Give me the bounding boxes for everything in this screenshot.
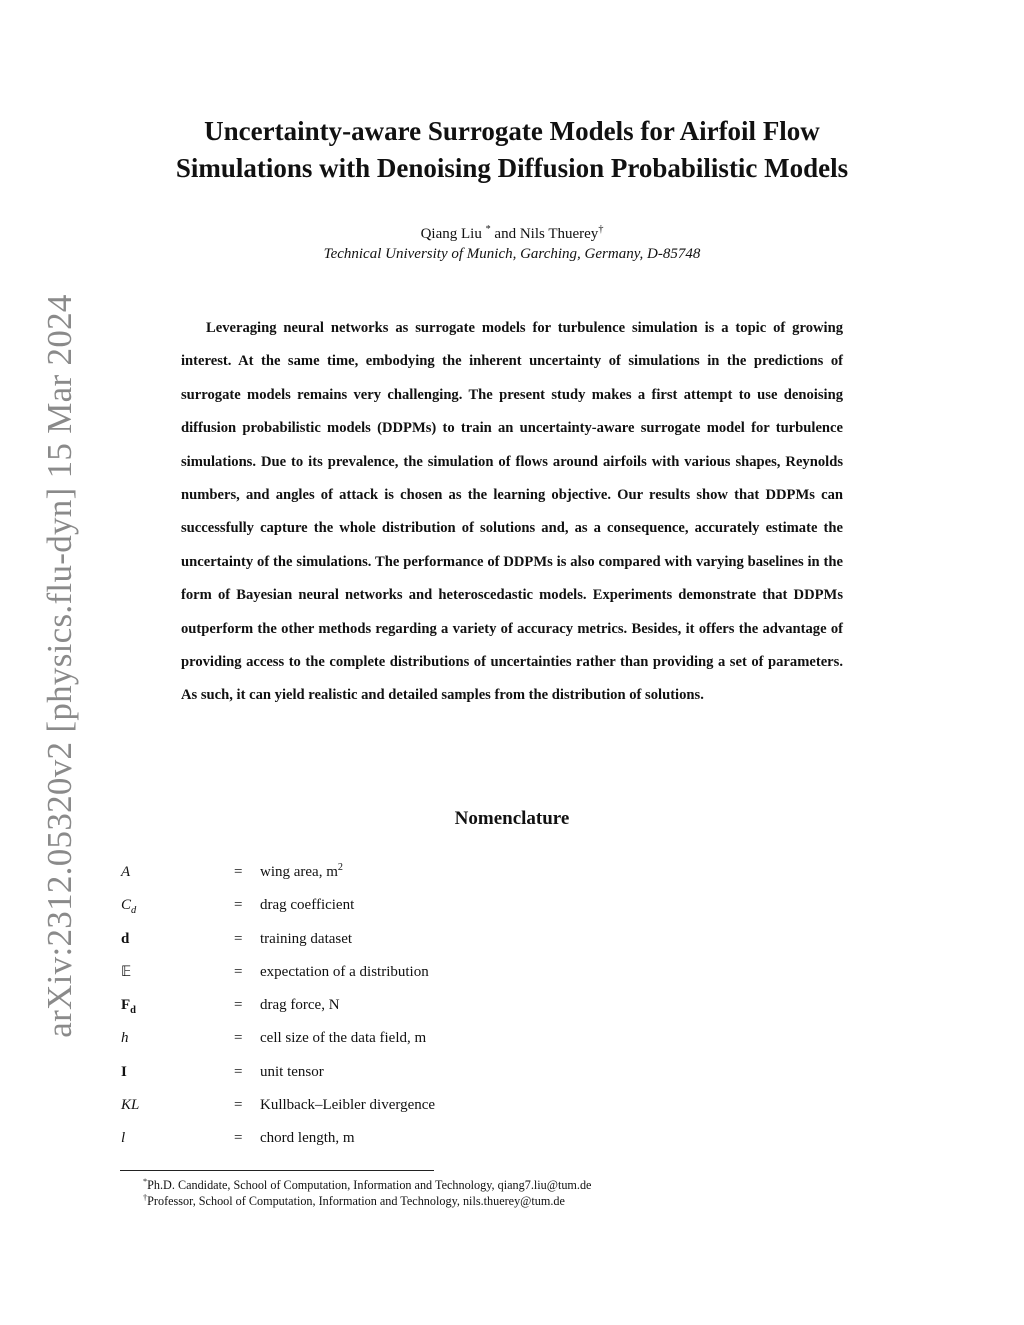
symbol-base: F: [121, 997, 131, 1014]
nomenclature-equals: =: [234, 997, 243, 1014]
paper-title: [120, 113, 904, 187]
footnote-text: Professor, School of Computation, Information and Technology, nils.thuerey@tum.de: [147, 1194, 565, 1208]
nomenclature-equals: =: [234, 930, 243, 947]
nomenclature-definition: cell size of the data field, m: [260, 1030, 427, 1047]
nomenclature-equals: =: [234, 864, 243, 880]
author-list: [120, 224, 904, 244]
definition-superscript: 2: [337, 862, 343, 873]
nomenclature-symbol: l: [121, 1130, 126, 1147]
author-footnote-mark: †: [598, 224, 604, 235]
symbol-base: C: [121, 897, 132, 914]
author-connector: and: [494, 226, 517, 242]
nomenclature-entry: [121, 861, 821, 894]
nomenclature-equals: =: [234, 1130, 243, 1147]
footnote-mark: *: [143, 1176, 148, 1186]
nomenclature-entry: [121, 894, 821, 927]
nomenclature-equals: =: [234, 897, 243, 914]
nomenclature-entry: [121, 961, 821, 994]
author-footnote-mark: *: [485, 224, 491, 235]
footnote-divider: [120, 1170, 434, 1171]
nomenclature-entry: [121, 1061, 821, 1094]
nomenclature-definition: chord length, m: [260, 1130, 355, 1147]
footnote: [143, 1177, 591, 1193]
footnotes: [143, 1177, 591, 1209]
author-name: Nils Thuerey: [519, 226, 599, 242]
nomenclature-equals: =: [234, 1030, 243, 1047]
nomenclature-definition: unit tensor: [260, 1063, 324, 1080]
arxiv-identifier-stamp: arXiv:2312.05320v2 [physics.flu-dyn] 15 Mar 2024: [40, 294, 79, 1038]
paper-title-line-2: Simulations with Denoising Diffusion Probabilistic Models: [175, 153, 849, 183]
nomenclature-list: [121, 861, 821, 1161]
nomenclature-definition: Kullback–Leibler divergence: [260, 1097, 436, 1114]
nomenclature-symbol: d: [121, 930, 130, 947]
nomenclature-heading: Nomenclature: [454, 808, 570, 829]
nomenclature-entry: [121, 1027, 821, 1060]
author-name: Qiang Liu: [420, 226, 482, 242]
nomenclature-symbol: [121, 994, 136, 1016]
nomenclature-symbol: A: [121, 864, 131, 880]
nomenclature-symbol: I: [121, 1063, 127, 1080]
abstract-text: Leveraging neural networks as surrogate models for turbulence simulation is a topic of growing interest. At the same time, embodying the inherent uncertainty of simulations in the predictions of surrogate models remains very challenging. The present study makes a first attempt to use denoising diffusion probabilistic models (DDPMs) to train an uncertainty-aware surrogate model for turbulence simulations. Due to its prevalence, the simulation of flows around airfoils with various shapes, Reynolds numbers, and angles of attack is chosen as the learning objective. Our results show that DDPMs can successfully capture the whole distribution of solutions and, as a consequence, accurately estimate the uncertainty of the simulations. The performance of DDPMs is also compared with varying baselines in the form of Bayesian neural networks and heteroscedastic models. Experiments demonstrate that DDPMs outperform the other methods regarding a variety of accuracy metrics. Besides, it offers the advantage of providing access to the complete distributions of uncertainties rather than providing a set of parameters. As such, it can yield realistic and detailed samples from the distribution of solutions.: [181, 320, 843, 704]
nomenclature-entry: [121, 1094, 821, 1127]
nomenclature-equals: =: [234, 1063, 243, 1080]
nomenclature-symbol: [121, 894, 136, 916]
nomenclature-symbol: 𝔼: [121, 963, 132, 980]
nomenclature-definition: drag force, N: [260, 997, 340, 1014]
footnote-text: Ph.D. Candidate, School of Computation, Information and Technology, qiang7.liu@tum.de: [147, 1178, 592, 1192]
nomenclature-equals: =: [234, 963, 243, 980]
nomenclature-entry: [121, 928, 821, 961]
nomenclature-definition: [260, 861, 343, 883]
author-affiliation: Technical University of Munich, Garching, Germany, D-85748: [323, 246, 701, 262]
nomenclature-entry: [121, 994, 821, 1027]
nomenclature-symbol: KL: [121, 1097, 140, 1114]
nomenclature-definition: expectation of a distribution: [260, 963, 429, 980]
nomenclature-definition: drag coefficient: [260, 897, 355, 914]
nomenclature-symbol: h: [121, 1030, 129, 1047]
footnote-mark: †: [143, 1192, 148, 1202]
nomenclature-equals: =: [234, 1097, 243, 1114]
footnote: [143, 1193, 591, 1209]
symbol-subscript: d: [131, 905, 137, 917]
definition-text: wing area, m: [260, 864, 338, 880]
nomenclature-definition: training dataset: [260, 930, 353, 947]
paper-title-line-1: Uncertainty-aware Surrogate Models for Airfoil Flow: [204, 116, 820, 146]
nomenclature-entry: [121, 1127, 821, 1160]
symbol-subscript: d: [130, 1005, 137, 1017]
